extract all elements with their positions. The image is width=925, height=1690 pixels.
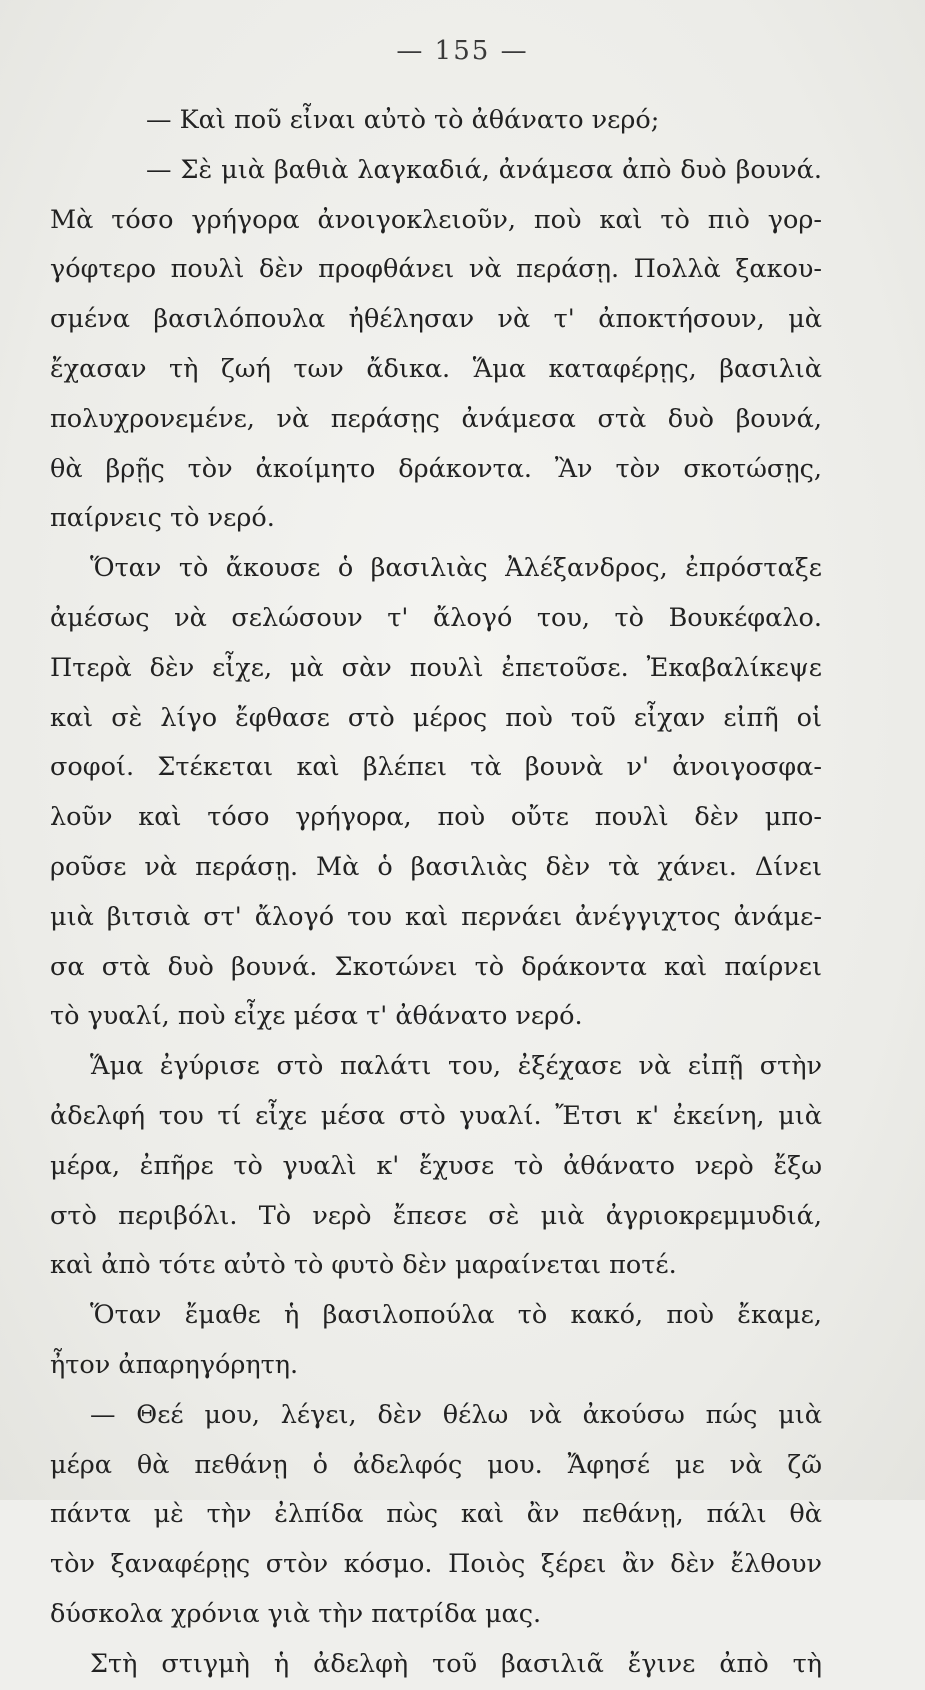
text-line: τὸ γυαλί, ποὺ εἶχε μέσα τ' ἀθάνατο νερό. (50, 1001, 583, 1032)
text-line: λοῦν καὶ τόσο γρήγορα, ποὺ οὔτε πουλὶ δὲν μπο- (50, 802, 822, 833)
text-line: Ὅταν τὸ ἄκουσε ὁ βασιλιὰς Ἀλέξανδρος, ἐπρόσταξε (90, 553, 822, 584)
text-line: σμένα βασιλόπουλα ἠθέλησαν νὰ τ' ἀποκτήσουν, μὰ (50, 304, 822, 335)
text-line: μέρα θὰ πεθάνῃ ὁ ἀδελφός μου. Ἄφησέ με νὰ ζῶ (50, 1449, 822, 1480)
text-line: καὶ ἀπὸ τότε αὐτὸ τὸ φυτὸ δὲν μαραίνεται ποτέ. (50, 1250, 677, 1281)
text-line: πάντα μὲ τὴν ἐλπίδα πὼς καὶ ἂν πεθάνῃ, πάλι θὰ (50, 1499, 822, 1530)
text-line: Μὰ τόσο γρήγορα ἀνοιγοκλειοῦν, ποὺ καὶ τὸ πιὸ γορ- (50, 204, 822, 235)
text-line: δύσκολα χρόνια γιὰ τὴν πατρίδα μας. (50, 1598, 542, 1629)
text-line: πολυχρονεμένε, νὰ περάσῃς ἀνάμεσα στὰ δυὸ βουνά, (50, 403, 822, 434)
text-line: καὶ σὲ λίγο ἔφθασε στὸ μέρος ποὺ τοῦ εἶχαν εἰπῆ οἱ (50, 702, 822, 733)
text-line: μιὰ βιτσιὰ στ' ἄλογό του καὶ περνάει ἀνέγγιχτος ἀνάμε- (50, 901, 822, 932)
text-line: — Θεέ μου, λέγει, δὲν θέλω νὰ ἀκούσω πώς μιὰ (90, 1399, 822, 1430)
text-line: στὸ περιβόλι. Τὸ νερὸ ἔπεσε σὲ μιὰ ἀγριοκρεμμυδιά, (50, 1200, 822, 1231)
text-line: τὸν ξαναφέρῃς στὸν κόσμο. Ποιὸς ξέρει ἂν δὲν ἔλθουν (50, 1549, 822, 1580)
text-line: ἦτον ἀπαρηγόρητη. (50, 1349, 299, 1380)
text-line: σα στὰ δυὸ βουνά. Σκοτώνει τὸ δράκοντα καὶ παίρνει (50, 951, 822, 982)
text-line: θὰ βρῇς τὸν ἀκοίμητο δράκοντα. Ἂν τὸν σκοτώσῃς, (50, 453, 822, 484)
text-line: ἀμέσως νὰ σελώσουν τ' ἄλογό του, τὸ Βουκέφαλο. (50, 602, 822, 633)
page-number: — 155 — (396, 36, 529, 66)
text-line: ἀδελφή του τί εἶχε μέσα στὸ γυαλί. Ἔτσι κ' ἐκείνη, μιὰ (50, 1100, 822, 1131)
text-line: — Σὲ μιὰ βαθιὰ λαγκαδιά, ἀνάμεσα ἀπὸ δυὸ βουνά. (146, 154, 822, 185)
text-line: ἔχασαν τὴ ζωή των ἄδικα. Ἅμα καταφέρῃς, βασιλιὰ (50, 353, 822, 384)
body-text (50, 96, 822, 1690)
text-line: παίρνεις τὸ νερό. (50, 503, 275, 534)
text-line: μέρα, ἐπῆρε τὸ γυαλὶ κ' ἔχυσε τὸ ἀθάνατο νερὸ ἔξω (50, 1150, 822, 1181)
text-line: ροῦσε νὰ περάσῃ. Μὰ ὁ βασιλιὰς δὲν τὰ χάνει. Δίνει (50, 851, 822, 882)
text-line: σοφοί. Στέκεται καὶ βλέπει τὰ βουνὰ ν' ἀνοιγοσφα- (50, 752, 822, 783)
text-line: Πτερὰ δὲν εἶχε, μὰ σὰν πουλὶ ἐπετοῦσε. Ἐκαβαλίκεψε (50, 652, 822, 683)
text-line: Ὅταν ἔμαθε ἡ βασιλοπούλα τὸ κακό, ποὺ ἔκαμε, (90, 1300, 822, 1331)
text-line: — Καὶ ποῦ εἶναι αὐτὸ τὸ ἀθάνατο νερό; (146, 105, 660, 135)
text-line: Στὴ στιγμὴ ἡ ἀδελφὴ τοῦ βασιλιᾶ ἔγινε ἀπὸ τὴ (90, 1648, 822, 1679)
text-line: γόφτερο πουλὶ δὲν προφθάνει νὰ περάσῃ. Πολλὰ ξακου- (50, 254, 822, 285)
text-line: Ἅμα ἐγύρισε στὸ παλάτι του, ἐξέχασε νὰ εἰπῇ στὴν (90, 1051, 822, 1082)
